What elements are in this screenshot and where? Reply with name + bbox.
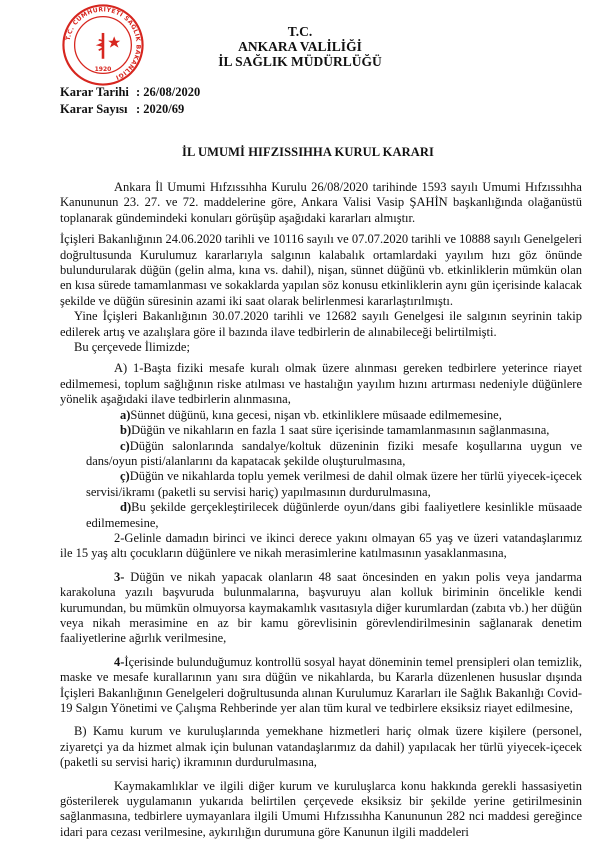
section-a3-text: Düğün ve nikah yapacak olanların 48 saat öncesinden en yakın polis veya jandarma karakoluna yazılı başvuruda bulunmalarına, başvuruyu alan kolluk biriminin öncelikle kendi kurumundan, bu mümkün olmuyorsa kaymakamlık vasıtasıyla diğer kurumlardan (zabıta vb.) her düğün veya nikah merasimine en az bir kamu görevlisinin görevlendirilmesinin sağlanarak denetim faaliyetlerine ağırlık verilmesine, bbox=[60, 569, 582, 646]
decision-meta bbox=[60, 84, 200, 118]
section-a4-marker: 4- bbox=[114, 654, 125, 669]
item-c-text: Düğün salonlarında sandalye/koltuk düzeninin fiziki mesafe koşullarına uygun ve dans/oyun pisti/alanlarını da kapatacak şekilde oluşturulmasına, bbox=[86, 438, 582, 468]
item-b-text: Düğün ve nikahların en fazla 1 saat süre içerisinde tamamlanmasının sağlanmasına, bbox=[131, 423, 550, 438]
item-cc bbox=[60, 469, 582, 500]
decision-date-value: : 26/08/2020 bbox=[136, 85, 201, 99]
item-d bbox=[60, 500, 582, 531]
item-c bbox=[60, 439, 582, 470]
item-c-marker: c) bbox=[120, 438, 130, 453]
logo-year: 1920 bbox=[94, 65, 112, 73]
decision-number-label: Karar Sayısı bbox=[60, 102, 128, 116]
item-d-marker: d) bbox=[120, 500, 132, 515]
paragraph-final: Kaymakamlıklar ve ilgili diğer kurum ve kuruluşlarca konu hakkında gerekli hassasiyetin gösterilerek uygulamanın yukarıda belirtilen çerçevede eksiksiz bir şekilde yerine getirilmesinin sağlanmasına, tedbirlere uymayanlara ilgili Umumi Hıfzıssıhha Kanununun 282 nci maddesi gereğince idari para cezası verilmesine, aykırılığın durumuna göre Kanunun ilgili maddeleri bbox=[60, 778, 582, 839]
logo-ring-text: T.C. CUMHURİYETİ SAĞLIK BAKANLIĞI bbox=[64, 6, 142, 81]
header-line-governorship: ANKARA VALİLİĞİ bbox=[238, 39, 362, 54]
item-a-text: Sünnet düğünü, kına gecesi, nişan vb. etkinliklere müsaade edilmemesine, bbox=[130, 407, 502, 422]
decision-date-label: Karar Tarihi bbox=[60, 85, 129, 99]
decision-number-value: : 2020/69 bbox=[136, 102, 185, 116]
item-cc-text: Düğün ve nikahlarda toplu yemek verilmesi de dahil olmak üzere her türlü yiyecek-içecek servisi/ikramı (paketli su servisi hariç) yapılmasının durdurulmasına, bbox=[86, 469, 582, 499]
section-a3 bbox=[60, 570, 582, 647]
document-body bbox=[60, 180, 582, 840]
item-a bbox=[60, 408, 582, 423]
item-a-marker: a) bbox=[120, 407, 131, 422]
item-cc-marker: ç) bbox=[120, 469, 130, 484]
header-line-tc: T.C. bbox=[287, 24, 313, 39]
section-a4-text: İçerisinde bulunduğumuz kontrollü sosyal hayat döneminin temel prensipleri olan temizlik, maske ve mesafe kurallarının yanı sıra düğün ve nikahlarda, bu Kararla düzenlenen hususlar dışında İçişleri Bakanlığının Genelgeleri doğrultusunda alınan Kurulumuz Kararları ile Sağlık Bakanlığı Covid-19 Salgın Yönetimi ve Çalışma Rehberinde yer alan tüm kural ve tedbirlere eksiksiz riayet edilmesine, bbox=[60, 654, 582, 715]
section-a1: A) 1-Başta fiziki mesafe kuralı olmak üzere alınması gereken tedbirlere yeterince riayet edilmemesi, toplum sağlığının riske atılması ve hastalığın yayılım hızını artırması nedeniyle düğünlere yönelik aşağıdaki ilave tedbirlerin alınmasına, bbox=[60, 361, 582, 407]
paragraph-new-circular: Yine İçişleri Bakanlığının 30.07.2020 tarihli ve 12682 sayılı Genelgesi ile salgının seyrinin takip edilerek artış ve azalışlara göre il bazında ilave tedbirlerin de alınabileceği belirtilmişti. bbox=[60, 309, 582, 339]
paragraph-framework: Bu çerçevede İlimizde; bbox=[74, 340, 190, 355]
document-title: İL UMUMİ HIFZISSIHHA KURUL KARARI bbox=[182, 145, 434, 159]
paragraph-previous-circulars: İçişleri Bakanlığının 24.06.2020 tarihli ve 10116 sayılı ve 07.07.2020 tarihli ve 10888 sayılı Genelgeleri doğrultusunda Kurulumuz kararlarıyla salgının kalabalık ortamlardaki yayılım hızı göz önünde bulundurularak düğün (gelin alma, kına vs. dahil), nişan, sünnet düğünü vb. etkinliklerin mümkün olan en kısa sürede tamamlanması ve sokaklarda yapılan söz konusu etkinliklerin aynı gün içerisinde kalacak şekilde ve düğün süresinin azami iki saat olarak belirlenmesi kararlaştırılmıştı. bbox=[60, 232, 583, 308]
item-b-marker: b) bbox=[120, 423, 132, 438]
decision-date-row bbox=[60, 84, 200, 101]
section-a3-marker: 3- bbox=[114, 569, 125, 584]
document-header bbox=[0, 24, 616, 69]
item-b bbox=[60, 423, 582, 438]
decision-number-row bbox=[60, 101, 200, 118]
header-line-directorate: İL SAĞLIK MÜDÜRLÜĞÜ bbox=[218, 54, 382, 69]
section-b: B) Kamu kurum ve kuruluşlarında yemekhane hizmetleri hariç olmak üzere kişilere (personel, ziyaretçi ya da hizmet almak için bulunan vatandaşlarımız da dahil) yapılacak her türlü yiyecek-içecek (paketli su servisi hariç) ikramının durdurulmasına, bbox=[60, 724, 582, 770]
paragraph-intro: Ankara İl Umumi Hıfzıssıhha Kurulu 26/08/2020 tarihinde 1593 sayılı Umumi Hıfzıssıhha Kanununun 23. 27. ve 72. maddelerine göre, Ankara Valisi Vasip ŞAHİN başkanlığında olağanüstü toplanarak gündemindeki konuları görüşüp aşağıdaki kararları almıştır. bbox=[60, 180, 582, 225]
section-a2: 2-Gelinle damadın birinci ve ikinci derece yakını olmayan 65 yaş ve üzeri vatandaşlarımız ile 15 yaş altı çocukların düğünlere ve nikah merasimlerine katılmasının yasaklanmasına, bbox=[60, 530, 582, 561]
section-a4 bbox=[60, 655, 582, 717]
item-d-text: Bu şekilde gerçekleştirilecek düğünlerde oyun/dans gibi faaliyetlere kesinlikle müsaade edilmemesine, bbox=[86, 500, 582, 530]
